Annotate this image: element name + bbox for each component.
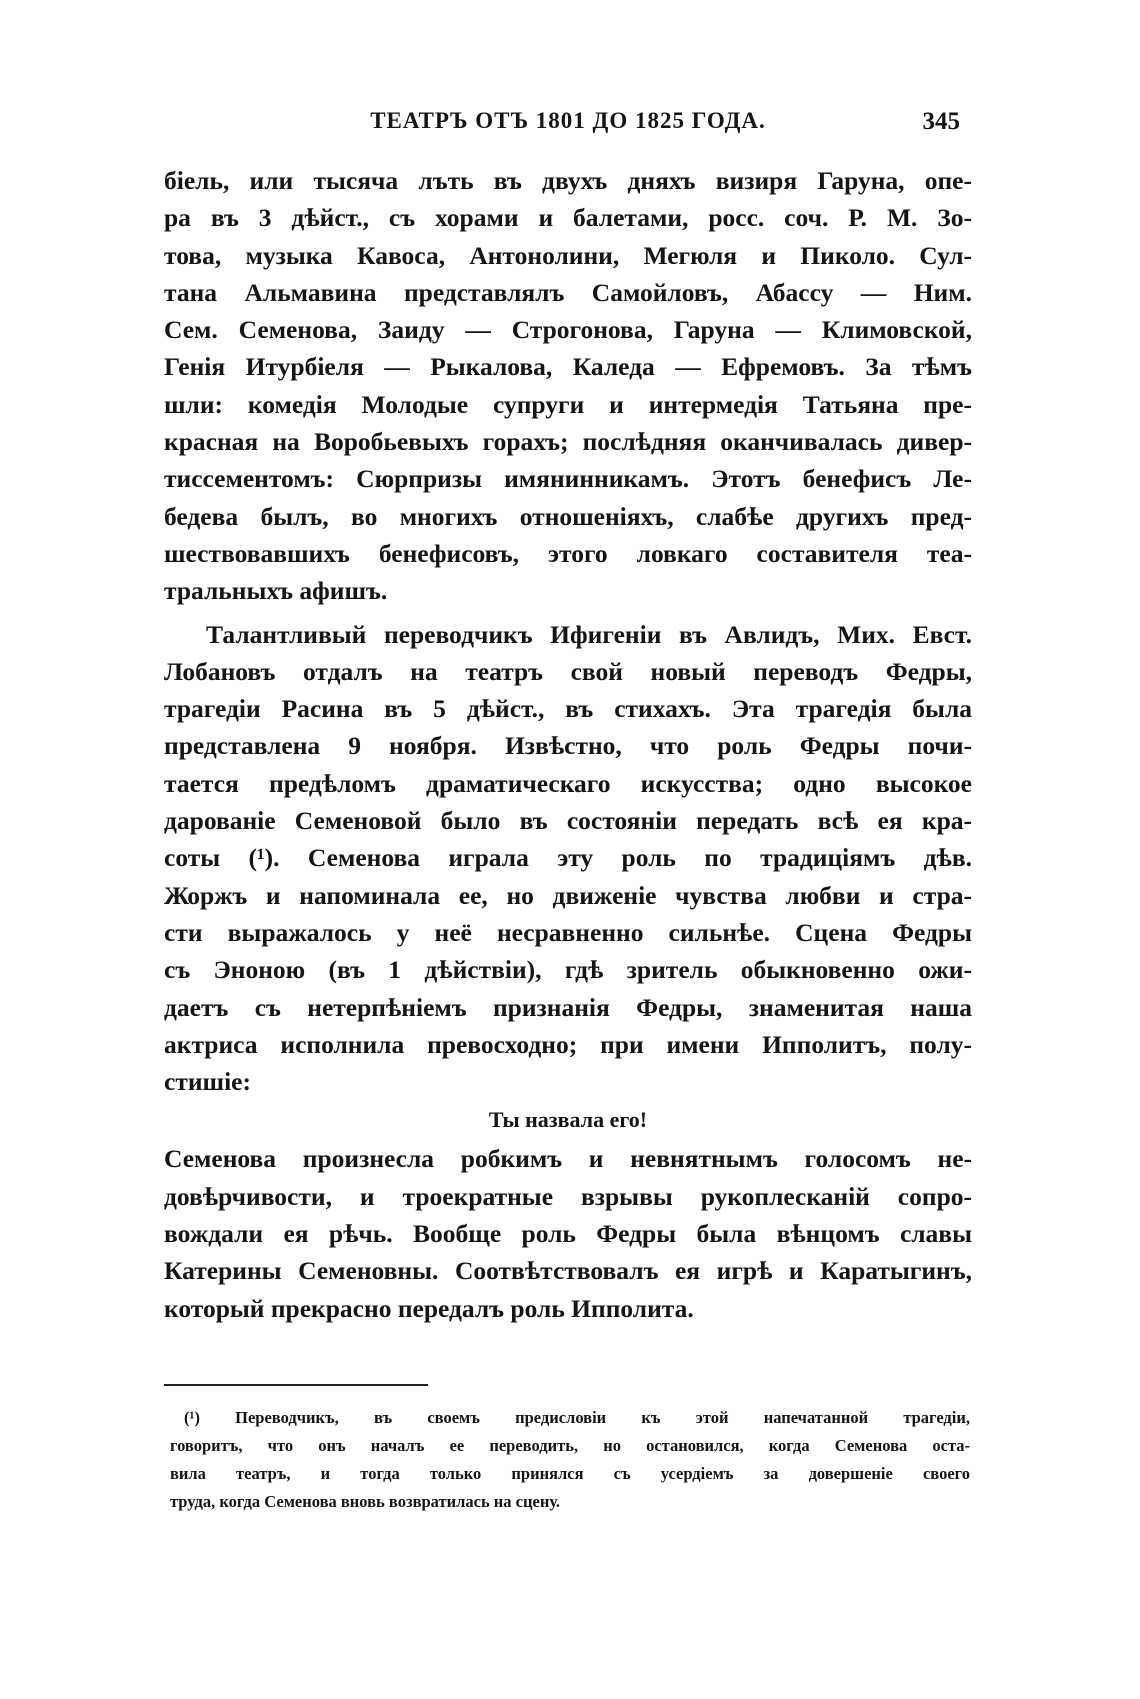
text-line: красная на Воробьевыхъ горахъ; послѣдняя оканчивалась дивер- (164, 427, 972, 457)
text-line: представлена 9 ноября. Извѣстно, что роль Федры почи- (164, 731, 972, 761)
footnote-divider (164, 1384, 428, 1386)
text-line: біель, или тысяча лъть въ двухъ дняхъ визиря Гаруна, опе- (164, 166, 972, 195)
text-line: довѣрчивости, и троекратные взрывы рукоплесканій сопро- (164, 1181, 972, 1211)
text-line: Генія Итурбіеля — Рыкалова, Каледа — Ефремовъ. За тѣмъ (164, 352, 972, 382)
text-line: тиссементомъ: Сюрпризы имянинникамъ. Этотъ бенефисъ Ле- (164, 464, 972, 494)
text-line: стишіе: (164, 1067, 251, 1097)
footnote-line: (¹) Переводчикъ, въ своемъ предисловіи къ этой напечатанной трагедіи, (184, 1408, 970, 1427)
text-line: шествовавшихъ бенефисовъ, этого ловкаго составителя теа- (164, 538, 972, 568)
text-line: това, музыка Кавоса, Антонолини, Мегюля и Пиколо. Сул- (164, 240, 972, 270)
text-line: тается предѣломъ драматическаго искусства; одно высокое (164, 768, 972, 798)
quoted-verse: Ты назвала его! (488, 1107, 648, 1133)
footnote-line: вила театръ, и тогда только принялся съ усердіемъ за довершеніе своего (170, 1464, 970, 1483)
text-line: даетъ съ нетерпѣніемъ признанія Федры, знаменитая наша (164, 992, 972, 1022)
page-header (168, 108, 968, 152)
page-number: 345 (922, 108, 960, 135)
text-line: актриса исполнила превосходно; при имени Ипполитъ, полу- (164, 1029, 972, 1059)
footnote (170, 1404, 970, 1516)
text-line: соты (¹). Семенова играла эту роль по традиціямъ дѣв. (164, 843, 972, 873)
text-line: шли: комедія Молодые супруги и интермедія Татьяна пре- (164, 389, 972, 419)
main-text (164, 162, 972, 1327)
text-line: Жоржъ и напоминала ее, но движеніе чувства любви и стра- (164, 880, 972, 910)
text-line: дарованіе Семеновой было въ состояніи передать всѣ ея кра- (164, 806, 972, 836)
text-line: сти выражалось у неё несравненно сильнѣе. Сцена Федры (164, 917, 972, 947)
text-line: вождали ея рѣчь. Вообще роль Федры была вѣнцомъ славы (164, 1219, 972, 1249)
text-line: который прекрасно передалъ роль Ипполита. (164, 1293, 694, 1323)
text-line: тральныхъ афишъ. (164, 576, 388, 606)
footnote-line: труда, когда Семенова вновь возвратилась на сцену. (170, 1492, 561, 1511)
footnote-line: говоритъ, что онъ началъ ее переводить, но остановился, когда Семенова оста- (170, 1436, 970, 1455)
text-line: Талантливый переводчикъ Ифигеніи въ Авлидъ, Мих. Евст. (206, 619, 972, 649)
text-line: тана Альмавина представлялъ Самойловъ, Абассу — Ним. (164, 277, 972, 307)
text-line: съ Эноною (въ 1 дѣйствіи), гдѣ зритель обыкновенно ожи- (164, 955, 972, 985)
text-line: Катерины Семеновны. Соотвѣтствовалъ ея игрѣ и Каратыгинъ, (164, 1256, 972, 1286)
text-line: трагедіи Расина въ 5 дѣйст., въ стихахъ. Эта трагедія была (164, 694, 972, 724)
running-head: ТЕАТРЪ ОТЪ 1801 ДО 1825 ГОДА. (370, 108, 766, 133)
text-line: Семенова произнесла робкимъ и невнятнымъ голосомъ не- (164, 1144, 972, 1174)
text-line: ра въ 3 дѣйст., съ хорами и балетами, росс. соч. Р. М. Зо- (164, 203, 972, 233)
text-line: Сем. Семенова, Заиду — Строгонова, Гаруна — Климовской, (164, 315, 972, 345)
text-line: бедева былъ, во многихъ отношеніяхъ, слабѣе другихъ пред- (164, 501, 972, 531)
text-line: Лобановъ отдалъ на театръ свой новый переводъ Федры, (164, 656, 972, 686)
